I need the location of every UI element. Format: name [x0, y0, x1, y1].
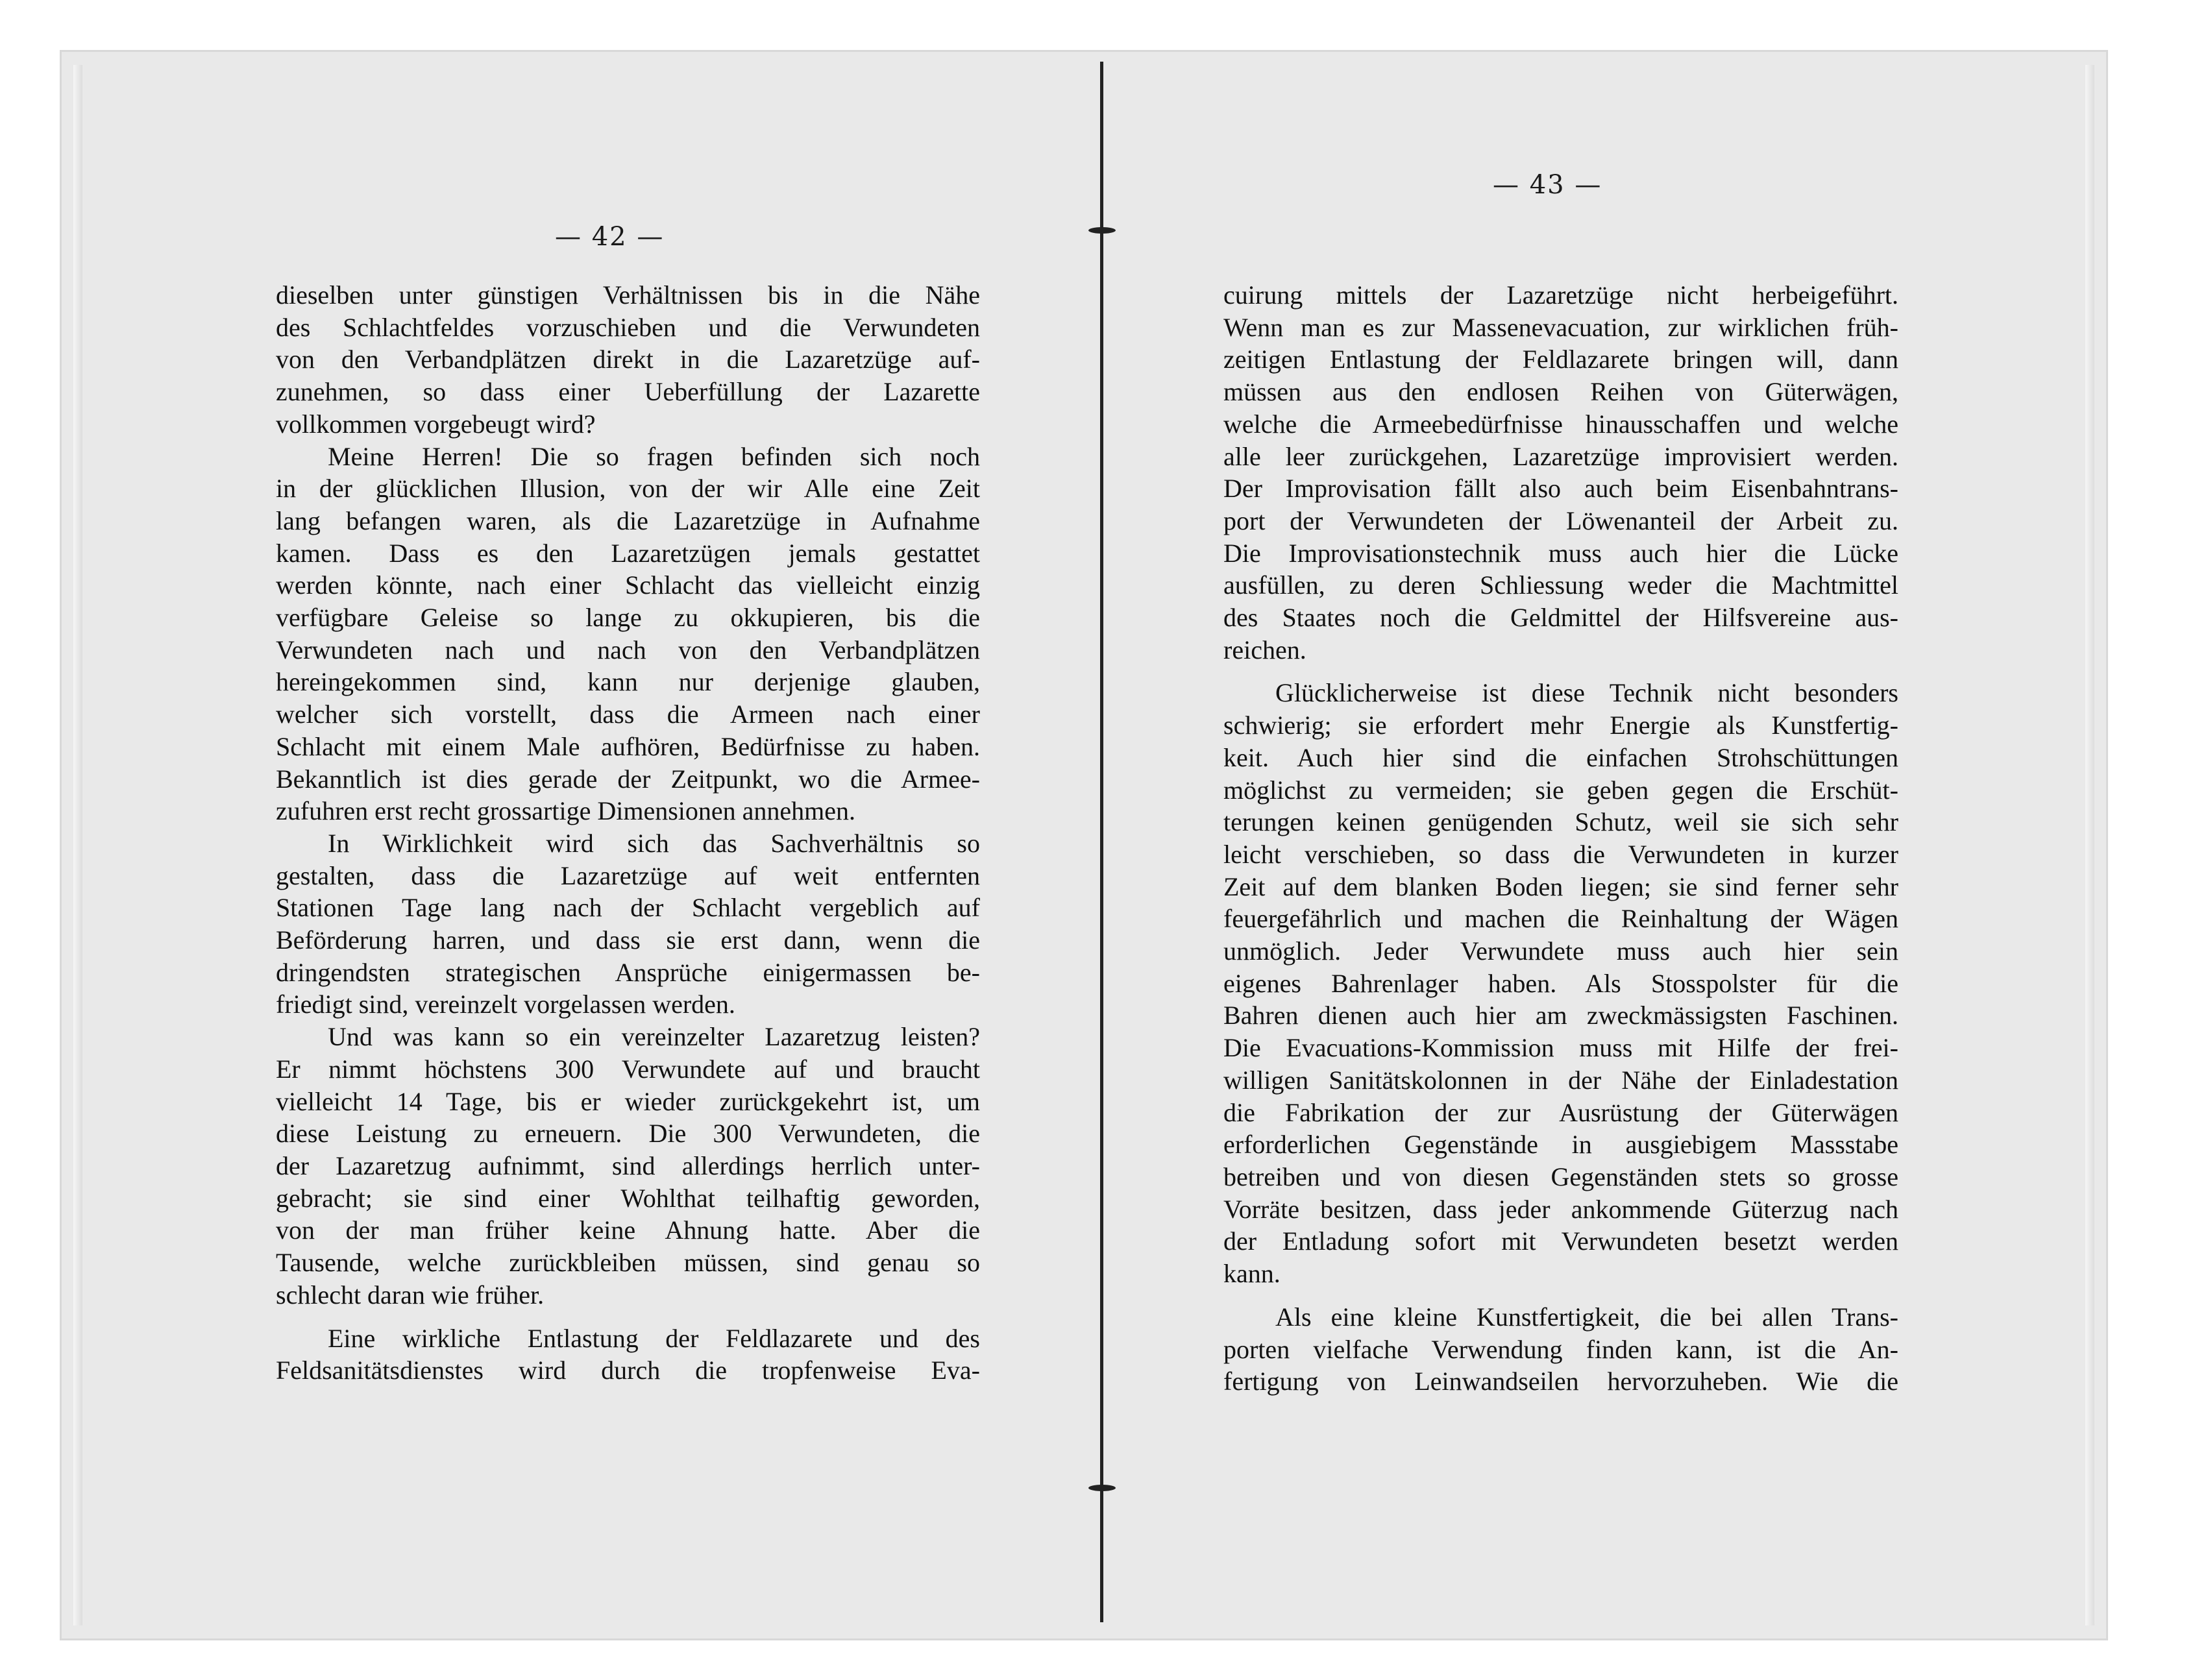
text-line: hereingekommen sind, kann nur derjenige glauben,: [276, 667, 980, 697]
text-line: erforderlichen Gegenstände in ausgiebigem Massstabe: [1223, 1130, 1898, 1160]
text-line: kann.: [1223, 1259, 1281, 1289]
text-line: werden könnte, nach einer Schlacht das vielleicht einzig: [276, 570, 980, 600]
page-number-right: — 43 —: [1493, 170, 1602, 200]
text-line: feuergefährlich und machen die Reinhaltung der Wägen: [1223, 904, 1898, 934]
text-line: Bahren dienen auch hier am zweckmässigsten Faschinen.: [1223, 1001, 1898, 1030]
text-line: Glücklicherweise ist diese Technik nicht besonders: [1275, 678, 1898, 708]
text-line: Vorräte besitzen, dass jeder ankommende Güterzug nach: [1223, 1194, 1898, 1224]
text-line: diese Leistung zu erneuern. Die 300 Verwundeten, die: [276, 1119, 980, 1149]
text-line: müssen aus den endlosen Reihen von Güterwägen,: [1223, 377, 1898, 407]
text-line: willigen Sanitätskolonnen in der Nähe der Einladestation: [1223, 1065, 1898, 1095]
left-page: [62, 52, 1087, 1638]
text-line: von der man früher keine Ahnung hatte. Aber die: [276, 1215, 980, 1245]
text-line: kamen. Dass es den Lazaretzügen jemals gestattet: [276, 538, 980, 568]
text-line: Als eine kleine Kunstfertigkeit, die bei allen Trans-: [1275, 1302, 1898, 1332]
text-line: Tausende, welche zurückbleiben müssen, sind genau so: [276, 1248, 980, 1278]
text-line: leicht verschieben, so dass die Verwundeten in kurzer: [1223, 839, 1898, 869]
text-line: Beförderung harren, und dass sie erst dann, wenn die: [276, 925, 980, 955]
text-line: porten vielfache Verwendung finden kann, ist die An-: [1223, 1334, 1898, 1364]
text-line: Die Improvisationstechnik muss auch hier die Lücke: [1223, 538, 1898, 568]
left-page-text: [276, 279, 980, 1387]
text-line: Feldsanitätsdienstes wird durch die tropfenweise Eva-: [276, 1356, 980, 1385]
text-line: In Wirklichkeit wird sich das Sachverhältnis so: [328, 828, 980, 858]
text-line: alle leer zurückgehen, Lazaretzüge improvisiert werden.: [1223, 441, 1898, 471]
text-line: in der glücklichen Illusion, von der wir Alle eine Zeit: [276, 474, 980, 504]
text-line: cuirung mittels der Lazaretzüge nicht herbeigeführt.: [1223, 280, 1898, 310]
text-line: unmöglich. Jeder Verwundete muss auch hier sein: [1223, 936, 1898, 966]
text-line: Er nimmt höchstens 300 Verwundete auf und braucht: [276, 1054, 980, 1084]
text-line: gestalten, dass die Lazaretzüge auf weit entfernten: [276, 860, 980, 890]
text-line: des Schlachtfeldes vorzuschieben und die Verwundeten: [276, 312, 980, 342]
text-line: dringendsten strategischen Ansprüche einigermassen be-: [276, 957, 980, 987]
right-page-text: [1223, 279, 1898, 1398]
text-line: die Fabrikation der zur Ausrüstung der Güterwägen: [1223, 1097, 1898, 1127]
text-line: port der Verwundeten der Löwenanteil der Arbeit zu.: [1223, 505, 1898, 535]
text-line: Verwundeten nach und nach von den Verbandplätzen: [276, 635, 980, 664]
page-number-left: — 42 —: [555, 222, 665, 252]
text-line: Der Improvisation fällt also auch beim Eisenbahntrans-: [1223, 474, 1898, 504]
text-line: Meine Herren! Die so fragen befinden sich noch: [328, 441, 980, 471]
text-line: möglichst zu vermeiden; sie geben gegen die Erschüt-: [1223, 775, 1898, 805]
text-line: Eine wirkliche Entlastung der Feldlazarete und des: [328, 1323, 980, 1353]
text-line: zufuhren erst recht grossartige Dimensionen annehmen.: [276, 796, 856, 826]
text-line: verfügbare Geleise so lange zu okkupieren, bis die: [276, 603, 980, 633]
text-line: terungen keinen genügenden Schutz, weil sie sich sehr: [1223, 807, 1898, 837]
text-line: Schlacht mit einem Male aufhören, Bedürfnisse zu haben.: [276, 731, 980, 761]
text-line: der Lazaretzug aufnimmt, sind allerdings herrlich unter-: [276, 1150, 980, 1180]
text-line: zunehmen, so dass einer Ueberfüllung der Lazarette: [276, 377, 980, 407]
text-line: vollkommen vorgebeugt wird?: [276, 409, 596, 439]
text-line: zeitigen Entlastung der Feldlazarete bringen will, dann: [1223, 345, 1898, 374]
text-line: gebracht; sie sind einer Wohlthat teilhaftig geworden,: [276, 1183, 980, 1213]
text-line: des Staates noch die Geldmittel der Hilfsvereine aus-: [1223, 603, 1898, 633]
text-line: ausfüllen, zu deren Schliessung weder die Machtmittel: [1223, 570, 1898, 600]
text-line: keit. Auch hier sind die einfachen Strohschüttungen: [1223, 742, 1898, 772]
text-line: betreiben und von diesen Gegenständen stets so grosse: [1223, 1162, 1898, 1191]
text-line: Zeit auf dem blanken Boden liegen; sie sind ferner sehr: [1223, 871, 1898, 901]
text-line: der Entladung sofort mit Verwundeten besetzt werden: [1223, 1226, 1898, 1256]
text-line: friedigt sind, vereinzelt vorgelassen werden.: [276, 990, 735, 1019]
text-line: fertigung von Leinwandseilen hervorzuheben. Wie die: [1223, 1367, 1898, 1396]
text-line: reichen.: [1223, 635, 1306, 664]
text-line: welche die Armeebedürfnisse hinausschaffen und welche: [1223, 409, 1898, 439]
text-line: Bekanntlich ist dies gerade der Zeitpunkt, wo die Armee-: [276, 764, 980, 794]
text-line: schwierig; sie erfordert mehr Energie als Kunstfertig-: [1223, 711, 1898, 740]
text-line: Und was kann so ein vereinzelter Lazaretzug leisten?: [328, 1022, 980, 1052]
text-line: Wenn man es zur Massenevacuation, zur wirklichen früh-: [1223, 312, 1898, 342]
text-line: lang befangen waren, als die Lazaretzüge in Aufnahme: [276, 505, 980, 535]
text-line: vielleicht 14 Tage, bis er wieder zurückgekehrt ist, um: [276, 1086, 980, 1116]
text-line: Stationen Tage lang nach der Schlacht vergeblich auf: [276, 893, 980, 923]
text-line: von den Verbandplätzen direkt in die Lazaretzüge auf-: [276, 345, 980, 374]
text-line: Die Evacuations-Kommission muss mit Hilfe der frei-: [1223, 1033, 1898, 1063]
text-line: dieselben unter günstigen Verhältnissen bis in die Nähe: [276, 280, 980, 310]
text-line: eigenes Bahrenlager haben. Als Stosspolster für die: [1223, 968, 1898, 998]
text-line: schlecht daran wie früher.: [276, 1280, 545, 1309]
text-line: welcher sich vorstellt, dass die Armeen nach einer: [276, 700, 980, 729]
